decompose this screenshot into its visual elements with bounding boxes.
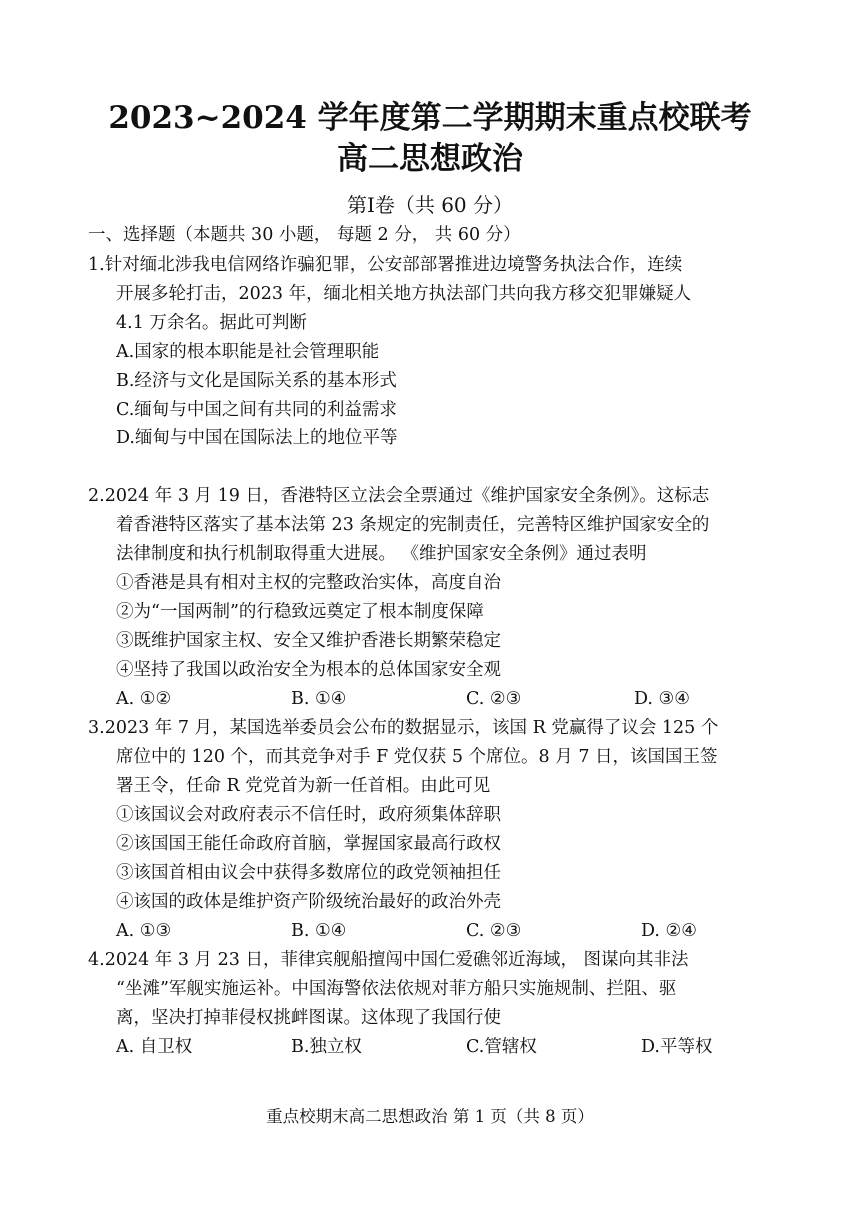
option-c: C. ②③ [466, 689, 522, 709]
question-stem-line: 开展多轮打击，2023 年，缅北相关地方执法部门共向我方移交犯罪嫌疑人 [116, 284, 692, 304]
question-stem-line: 离，坚决打掉菲侵权挑衅图谋。这体现了我国行使 [116, 1008, 501, 1028]
option-a: A.国家的根本职能是社会管理职能 [116, 342, 380, 362]
subject-title: 高二思想政治 [337, 141, 523, 177]
option-c: C.管辖权 [466, 1037, 537, 1057]
exam-title: 2023~2024 学年度第二学期期末重点校联考 [108, 100, 752, 136]
question-stem-line: 2.2024 年 3 月 19 日，香港特区立法会全票通过《维护国家安全条例》。这标志 [88, 486, 710, 506]
option-a: A. ①② [116, 689, 172, 709]
option-b: B. ①④ [291, 921, 347, 941]
question-stem-line: 着香港特区落实了基本法第 23 条规定的宪制责任，完善特区维护国家安全的 [116, 515, 710, 535]
option-c: C. ②③ [466, 921, 522, 941]
option-b: B. ①④ [291, 689, 347, 709]
question-stem-line: 4.2024 年 3 月 23 日，菲律宾舰船擅闯中国仁爱礁邻近海域， 图谋向其非法 [88, 950, 689, 970]
statement-3: ③该国首相由议会中获得多数席位的政党领袖担任 [116, 863, 501, 883]
question-stem-line: 法律制度和执行机制取得重大进展。 《维护国家安全条例》通过表明 [116, 544, 647, 564]
statement-4: ④坚持了我国以政治安全为根本的总体国家安全观 [116, 660, 501, 680]
option-d: D. ③④ [634, 689, 690, 709]
option-d: D. ②④ [641, 921, 697, 941]
statement-4: ④该国的政体是维护资产阶级统治最好的政治外壳 [116, 892, 501, 912]
statement-1: ①香港是具有相对主权的完整政治实体，高度自治 [116, 573, 501, 593]
section-heading: 一、选择题（本题共 30 小题， 每题 2 分， 共 60 分） [88, 225, 521, 245]
option-d: D.平等权 [641, 1037, 713, 1057]
option-d: D.缅甸与中国在国际法上的地位平等 [116, 428, 398, 448]
volume-heading: 第Ⅰ卷（共 60 分） [346, 193, 514, 217]
option-b: B.经济与文化是国际关系的基本形式 [116, 371, 397, 391]
statement-2: ②该国国王能任命政府首脑，掌握国家最高行政权 [116, 834, 501, 854]
page-footer: 重点校期末高二思想政治 第 1 页（共 8 页） [266, 1107, 594, 1126]
question-stem-line: 3.2023 年 7 月，某国选举委员会公布的数据显示，该国 R 党赢得了议会 125 个 [88, 718, 719, 738]
option-a: A. 自卫权 [116, 1037, 193, 1057]
question-stem-line: 1.针对缅北涉我电信网络诈骗犯罪，公安部部署推进边境警务执法合作，连续 [88, 255, 683, 275]
option-c: C.缅甸与中国之间有共同的利益需求 [116, 400, 397, 420]
statement-1: ①该国议会对政府表示不信任时，政府须集体辞职 [116, 805, 501, 825]
statement-2: ②为“一国两制”的行稳致远奠定了根本制度保障 [116, 602, 484, 622]
statement-3: ③既维护国家主权、安全又维护香港长期繁荣稳定 [116, 631, 501, 651]
question-stem-line: 席位中的 120 个，而其竞争对手 F 党仅获 5 个席位。8 月 7 日，该国国王签 [116, 747, 718, 767]
question-stem-line: 4.1 万余名。据此可判断 [116, 313, 307, 333]
question-stem-line: 署王令，任命 R 党党首为新一任首相。由此可见 [116, 776, 491, 796]
option-b: B.独立权 [291, 1037, 362, 1057]
option-a: A. ①③ [116, 921, 172, 941]
question-stem-line: “坐滩”军舰实施运补。中国海警依法依规对菲方船只实施规制、拦阻、驱 [116, 979, 677, 999]
